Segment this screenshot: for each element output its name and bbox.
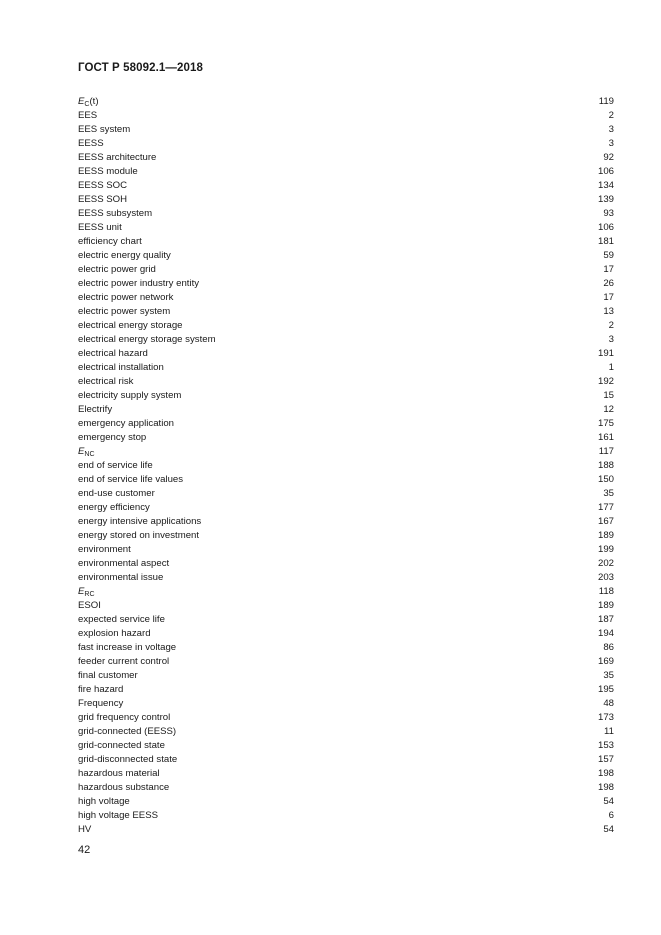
- index-term: electric power industry entity: [78, 278, 200, 289]
- index-page-reference: 202: [597, 558, 614, 569]
- index-term: grid-connected (EESS): [78, 726, 177, 737]
- index-term: grid-disconnected state: [78, 754, 178, 765]
- index-entry: [78, 179, 614, 193]
- index-page-reference: 188: [597, 460, 614, 471]
- index-term: ESOI: [78, 600, 101, 611]
- index-entry: [78, 487, 614, 501]
- index-page-reference: 106: [597, 166, 614, 177]
- index-page-reference: 117: [598, 446, 614, 457]
- index-term: fast increase in voltage: [78, 642, 177, 653]
- index-page-reference: 189: [597, 530, 614, 541]
- index-entry: [78, 165, 614, 179]
- index-entry: [78, 249, 614, 263]
- index-page-reference: 17: [603, 292, 614, 303]
- index-term: EESS SOH: [78, 194, 128, 205]
- index-entry: [78, 221, 614, 235]
- index-entry: [78, 683, 614, 697]
- index-term: explosion hazard: [78, 628, 151, 639]
- index-term: energy intensive applications: [78, 516, 202, 527]
- index-term: EESS module: [78, 166, 138, 177]
- index-entry: [78, 711, 614, 725]
- index-entry: [78, 123, 614, 137]
- index-term: final customer: [78, 670, 138, 681]
- index-entry: [78, 529, 614, 543]
- index-term: electrical energy storage: [78, 320, 183, 331]
- index-page-reference: 153: [597, 740, 614, 751]
- index-entry: [78, 613, 614, 627]
- index-entry: [78, 627, 614, 641]
- index-term: electric power grid: [78, 264, 156, 275]
- index-term: EESS architecture: [78, 152, 157, 163]
- index-entry: [78, 403, 614, 417]
- index-entry: [78, 291, 614, 305]
- index-page-reference: 150: [597, 474, 614, 485]
- index-term: expected service life: [78, 614, 165, 625]
- index-entry: [78, 823, 614, 837]
- index-entry: [78, 739, 614, 753]
- index-entry: [78, 571, 614, 585]
- index-entry: [78, 319, 614, 333]
- index-term: environment: [78, 544, 131, 555]
- term-symbol: E: [78, 446, 85, 457]
- index-entry: [78, 305, 614, 319]
- index-term: hazardous material: [78, 768, 160, 779]
- page-number: 42: [78, 844, 91, 856]
- term-symbol: E: [78, 96, 85, 107]
- index-term: grid-connected state: [78, 740, 165, 751]
- term-suffix: (t): [89, 96, 99, 107]
- index-term: emergency application: [78, 418, 174, 429]
- index-entry: [78, 599, 614, 613]
- term-subscript: RC: [84, 591, 95, 598]
- index-page-reference: 169: [597, 656, 614, 667]
- index-page-reference: 13: [603, 306, 614, 317]
- index-term: [78, 585, 95, 599]
- index-page-reference: 192: [597, 376, 614, 387]
- index-term: [78, 445, 95, 459]
- term-symbol: E: [78, 586, 85, 597]
- index-term: end of service life values: [78, 474, 184, 485]
- index-term: end of service life: [78, 460, 153, 471]
- index-page-reference: 194: [597, 628, 614, 639]
- index-page-reference: 119: [598, 96, 614, 107]
- index-term: Electrify: [78, 404, 113, 415]
- index-term: EES: [78, 110, 98, 121]
- index-page-reference: 54: [603, 824, 614, 835]
- index-entry: [78, 697, 614, 711]
- index-term: EESS: [78, 138, 104, 149]
- index-entry: [78, 781, 614, 795]
- index-term: efficiency chart: [78, 236, 142, 247]
- index-entry: [78, 151, 614, 165]
- index-entry: [78, 263, 614, 277]
- index-term: electrical risk: [78, 376, 134, 387]
- index-term: electric power system: [78, 306, 171, 317]
- index-term: energy efficiency: [78, 502, 150, 513]
- index-page-reference: 134: [597, 180, 614, 191]
- index-term: electricity supply system: [78, 390, 182, 401]
- index-entry: [78, 669, 614, 683]
- index-term: EES system: [78, 124, 131, 135]
- index-page-reference: 203: [597, 572, 614, 583]
- index-entry: [78, 809, 614, 823]
- index-term: fire hazard: [78, 684, 124, 695]
- index-page-reference: 48: [603, 698, 614, 709]
- term-subscript: C: [84, 101, 90, 108]
- index-page-reference: 93: [603, 208, 614, 219]
- index-term: electrical energy storage system: [78, 334, 216, 345]
- index-page-reference: 3: [608, 334, 614, 345]
- index-page-reference: 86: [603, 642, 614, 653]
- index-page-reference: 191: [597, 348, 614, 359]
- index-page-reference: 161: [597, 432, 614, 443]
- index-entry: [78, 641, 614, 655]
- standard-designation: ГОСТ Р 58092.1—2018: [78, 62, 203, 74]
- index-entry: [78, 459, 614, 473]
- index-entry: [78, 473, 614, 487]
- alphabetical-index: [78, 95, 614, 837]
- index-page-reference: 118: [598, 586, 614, 597]
- index-term: [78, 95, 99, 109]
- index-page-reference: 198: [597, 782, 614, 793]
- index-page-reference: 195: [597, 684, 614, 695]
- index-entry: [78, 333, 614, 347]
- index-entry: [78, 725, 614, 739]
- index-page-reference: 2: [608, 110, 614, 121]
- index-entry: [78, 277, 614, 291]
- index-term: high voltage: [78, 796, 130, 807]
- index-entry: [78, 753, 614, 767]
- index-page-reference: 54: [603, 796, 614, 807]
- index-page-reference: 173: [597, 712, 614, 723]
- index-page-reference: 12: [603, 404, 614, 415]
- index-term: electrical hazard: [78, 348, 148, 359]
- index-entry: [78, 361, 614, 375]
- index-page-reference: 2: [608, 320, 614, 331]
- index-page-reference: 6: [608, 810, 614, 821]
- index-entry: [78, 137, 614, 151]
- index-page-reference: 17: [603, 264, 614, 275]
- index-page-reference: 106: [597, 222, 614, 233]
- index-entry: [78, 445, 614, 459]
- index-term: grid frequency control: [78, 712, 171, 723]
- index-page-reference: 35: [603, 488, 614, 499]
- index-page-reference: 11: [604, 726, 614, 737]
- index-entry: [78, 795, 614, 809]
- index-entry: [78, 585, 614, 599]
- index-page-reference: 157: [597, 754, 614, 765]
- index-entry: [78, 375, 614, 389]
- index-term: end-use customer: [78, 488, 155, 499]
- index-term: energy stored on investment: [78, 530, 200, 541]
- index-page-reference: 177: [597, 502, 614, 513]
- index-entry: [78, 515, 614, 529]
- index-page-reference: 59: [603, 250, 614, 261]
- index-entry: [78, 557, 614, 571]
- index-entry: [78, 109, 614, 123]
- index-page-reference: 1: [608, 362, 614, 373]
- index-term: environmental aspect: [78, 558, 170, 569]
- index-entry: [78, 417, 614, 431]
- index-term: environmental issue: [78, 572, 164, 583]
- index-term: EESS unit: [78, 222, 122, 233]
- index-term: EESS subsystem: [78, 208, 153, 219]
- index-entry: [78, 501, 614, 515]
- index-entry: [78, 347, 614, 361]
- index-page-reference: 175: [597, 418, 614, 429]
- index-page-reference: 189: [597, 600, 614, 611]
- index-term: hazardous substance: [78, 782, 170, 793]
- index-entry: [78, 207, 614, 221]
- index-page-reference: 3: [608, 124, 614, 135]
- index-term: feeder current control: [78, 656, 170, 667]
- index-entry: [78, 95, 614, 109]
- term-subscript: NC: [84, 451, 95, 458]
- index-page-reference: 35: [603, 670, 614, 681]
- index-page-reference: 167: [597, 516, 614, 527]
- index-page-reference: 3: [608, 138, 614, 149]
- index-term: Frequency: [78, 698, 124, 709]
- index-page-reference: 181: [597, 236, 614, 247]
- index-page-reference: 199: [597, 544, 614, 555]
- index-page-reference: 198: [597, 768, 614, 779]
- index-entry: [78, 193, 614, 207]
- index-entry: [78, 655, 614, 669]
- index-entry: [78, 389, 614, 403]
- index-entry: [78, 543, 614, 557]
- index-page-reference: 187: [597, 614, 614, 625]
- index-term: electric power network: [78, 292, 174, 303]
- index-entry: [78, 235, 614, 249]
- index-page-reference: 15: [603, 390, 614, 401]
- index-term: HV: [78, 824, 92, 835]
- index-page-reference: 26: [603, 278, 614, 289]
- index-term: high voltage EESS: [78, 810, 159, 821]
- index-page-reference: 92: [603, 152, 614, 163]
- index-term: electrical installation: [78, 362, 164, 373]
- index-entry: [78, 431, 614, 445]
- index-term: electric energy quality: [78, 250, 171, 261]
- index-entry: [78, 767, 614, 781]
- index-term: EESS SOC: [78, 180, 128, 191]
- index-page-reference: 139: [597, 194, 614, 205]
- index-term: emergency stop: [78, 432, 147, 443]
